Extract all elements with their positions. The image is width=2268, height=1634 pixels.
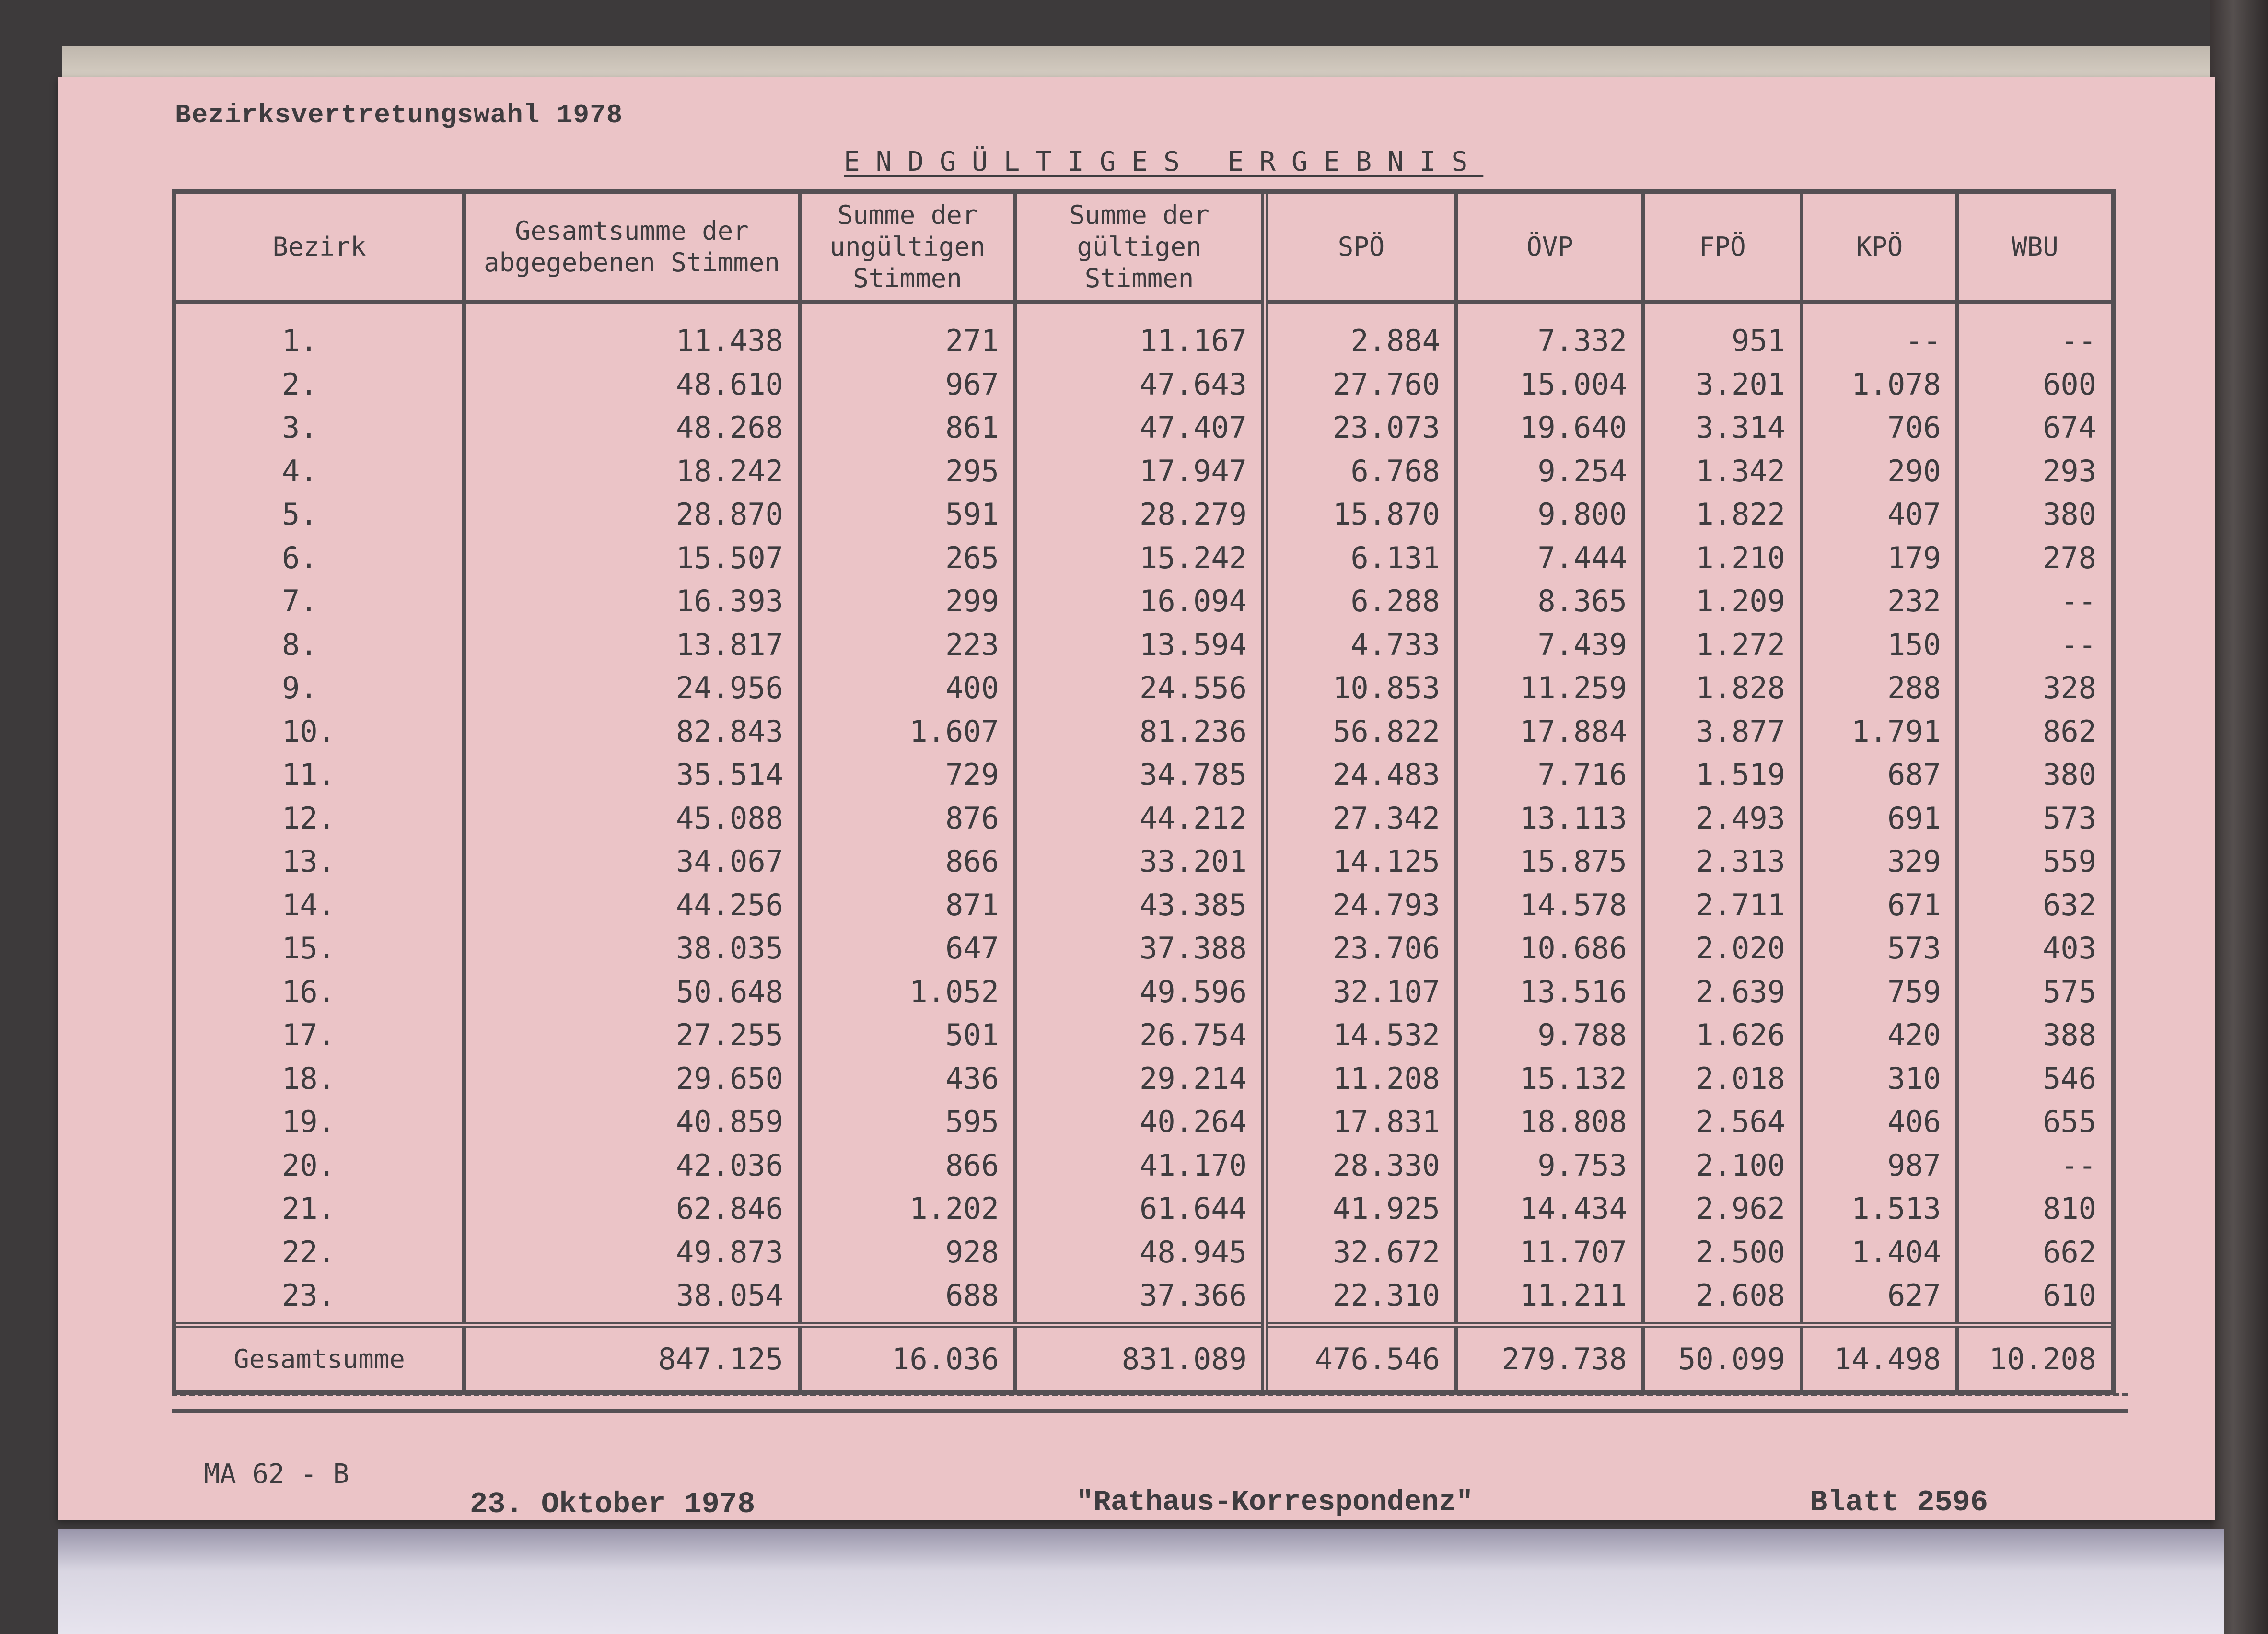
cell-oevp: 7.439 [1456,623,1643,666]
table-row [176,753,2111,797]
cell-wbu: -- [2060,584,2096,619]
cell-invalid-votes: 688 [800,1274,1015,1325]
cell-valid-votes: 47.407 [1015,406,1265,450]
cell-kpoe: 1.078 [1802,362,1957,406]
cell-valid-votes: 29.214 [1015,1057,1265,1100]
cell-kpoe: 406 [1802,1100,1957,1144]
cell-fpoe: 2.493 [1643,796,1802,840]
cell-oevp: 17.884 [1456,710,1643,753]
cell-spoe: 4.733 [1265,623,1456,666]
cell-invalid-votes: 501 [800,1014,1015,1057]
cell-kpoe: 290 [1802,449,1957,493]
cell-valid-votes: 11.167 [1015,302,1265,362]
total-cell-wbu: 10.208 [1957,1325,2111,1390]
cell-bezirk: 6. [176,536,464,580]
cell-kpoe: 687 [1802,753,1957,797]
table-row [176,666,2111,710]
cell-wbu: 600 [2043,366,2096,402]
cell-valid-votes: 28.279 [1015,493,1265,537]
footer-sheet-number: Blatt 2596 [1810,1485,1989,1519]
table-row [176,1230,2111,1274]
cell-oevp: 9.788 [1456,1014,1643,1057]
cell-oevp: 8.365 [1456,580,1643,623]
table-row [176,302,2111,362]
cell-bezirk: 10. [176,710,464,753]
cell-fpoe: 2.639 [1643,970,1802,1014]
cell-total-votes: 40.859 [464,1100,800,1144]
cell-bezirk: 2. [176,362,464,406]
cell-valid-votes: 40.264 [1015,1100,1265,1144]
cell-oevp: 14.434 [1456,1187,1643,1231]
cell-invalid-votes: 876 [800,796,1015,840]
cell-total-votes: 44.256 [464,883,800,927]
cell-kpoe: 759 [1802,970,1957,1014]
cell-spoe: 14.125 [1265,840,1456,884]
cell-total-votes: 27.255 [464,1014,800,1057]
cell-wbu: 862 [2043,713,2096,749]
table-row [176,1274,2111,1325]
cell-total-votes: 45.088 [464,796,800,840]
cell-valid-votes: 13.594 [1015,623,1265,666]
cell-spoe: 11.208 [1265,1057,1456,1100]
cell-bezirk: 22. [176,1230,464,1274]
cell-fpoe: 2.100 [1643,1144,1802,1187]
column-header-oevp: ÖVP [1456,194,1643,302]
table-row [176,1100,2111,1144]
results-table [176,194,2111,1390]
cell-bezirk: 15. [176,927,464,970]
total-cell-oevp: 279.738 [1456,1325,1643,1390]
cell-spoe: 32.107 [1265,970,1456,1014]
cell-kpoe: 1.791 [1802,710,1957,753]
cell-invalid-votes: 1.607 [800,710,1015,753]
cell-fpoe: 2.313 [1643,840,1802,884]
table-row [176,1014,2111,1057]
cell-wbu: 380 [2043,757,2096,793]
table-row [176,536,2111,580]
cell-total-votes: 24.956 [464,666,800,710]
cell-kpoe: 232 [1802,580,1957,623]
cell-kpoe: 627 [1802,1274,1957,1325]
cell-spoe: 10.853 [1265,666,1456,710]
cell-spoe: 27.760 [1265,362,1456,406]
table-row [176,1057,2111,1100]
cell-spoe: 6.768 [1265,449,1456,493]
cell-valid-votes: 81.236 [1015,710,1265,753]
cell-bezirk: 13. [176,840,464,884]
cell-valid-votes: 44.212 [1015,796,1265,840]
cell-bezirk: 9. [176,666,464,710]
cell-invalid-votes: 871 [800,883,1015,927]
cell-wbu: 674 [2043,410,2096,445]
table-row [176,710,2111,753]
cell-valid-votes: 15.242 [1015,536,1265,580]
table-row [176,1187,2111,1231]
cell-valid-votes: 24.556 [1015,666,1265,710]
cell-total-votes: 34.067 [464,840,800,884]
cell-spoe: 6.131 [1265,536,1456,580]
cell-wbu: 610 [2043,1278,2096,1313]
cell-spoe: 22.310 [1265,1274,1456,1325]
column-header-bezirk: Bezirk [176,194,464,302]
cell-kpoe: 1.513 [1802,1187,1957,1231]
cell-total-votes: 62.846 [464,1187,800,1231]
cell-spoe: 2.884 [1265,302,1456,362]
cell-valid-votes: 33.201 [1015,840,1265,884]
cell-kpoe: 329 [1802,840,1957,884]
cell-fpoe: 1.210 [1643,536,1802,580]
cell-bezirk: 23. [176,1274,464,1325]
table-row [176,1144,2111,1187]
cell-kpoe: 179 [1802,536,1957,580]
table-row [176,580,2111,623]
cell-oevp: 9.800 [1456,493,1643,537]
total-cell-fpoe: 50.099 [1643,1325,1802,1390]
cell-total-votes: 38.054 [464,1274,800,1325]
cell-invalid-votes: 1.052 [800,970,1015,1014]
table-row [176,493,2111,537]
cell-bezirk: 17. [176,1014,464,1057]
cell-wbu: -- [2060,627,2096,662]
cell-kpoe: 671 [1802,883,1957,927]
cell-wbu: 546 [2043,1061,2096,1096]
cell-fpoe: 2.962 [1643,1187,1802,1231]
cell-fpoe: 1.519 [1643,753,1802,797]
cell-total-votes: 82.843 [464,710,800,753]
table-header-row [176,194,2111,302]
cell-bezirk: 20. [176,1144,464,1187]
cell-spoe: 17.831 [1265,1100,1456,1144]
cell-total-votes: 29.650 [464,1057,800,1100]
total-cell-valid-votes: 831.089 [1015,1325,1265,1390]
footer-source: "Rathaus-Korrespondenz" [1076,1486,1474,1519]
cell-invalid-votes: 729 [800,753,1015,797]
cell-kpoe: 706 [1802,406,1957,450]
cell-spoe: 24.793 [1265,883,1456,927]
cell-spoe: 32.672 [1265,1230,1456,1274]
table-row [176,449,2111,493]
cell-invalid-votes: 967 [800,362,1015,406]
cell-kpoe: 150 [1802,623,1957,666]
table-row [176,883,2111,927]
cell-wbu: 380 [2043,497,2096,532]
cell-spoe: 6.288 [1265,580,1456,623]
cell-wbu: 810 [2043,1191,2096,1226]
cell-fpoe: 1.209 [1643,580,1802,623]
cell-wbu: 662 [2043,1234,2096,1270]
cell-oevp: 11.211 [1456,1274,1643,1325]
cell-fpoe: 2.608 [1643,1274,1802,1325]
cell-spoe: 23.073 [1265,406,1456,450]
cell-wbu: 559 [2043,844,2096,879]
cell-total-votes: 38.035 [464,927,800,970]
cell-oevp: 13.516 [1456,970,1643,1014]
column-header-fpoe: FPÖ [1643,194,1802,302]
page-title: ENDGÜLTIGES ERGEBNIS [844,146,1484,177]
cell-kpoe: -- [1802,302,1957,362]
cell-total-votes: 18.242 [464,449,800,493]
cell-valid-votes: 43.385 [1015,883,1265,927]
cell-fpoe: 2.020 [1643,927,1802,970]
cell-invalid-votes: 400 [800,666,1015,710]
cell-wbu: 573 [2043,800,2096,836]
cell-wbu: 328 [2043,670,2096,706]
cell-spoe: 56.822 [1265,710,1456,753]
cell-total-votes: 13.817 [464,623,800,666]
cell-wbu: 655 [2043,1104,2096,1140]
column-header-kpoe: KPÖ [1802,194,1957,302]
cell-fpoe: 3.201 [1643,362,1802,406]
cell-oevp: 9.753 [1456,1144,1643,1187]
cell-oevp: 13.113 [1456,796,1643,840]
cell-fpoe: 1.822 [1643,493,1802,537]
table-row [176,796,2111,840]
cell-wbu: 388 [2043,1017,2096,1053]
cell-wbu: 575 [2043,974,2096,1009]
cell-spoe: 41.925 [1265,1187,1456,1231]
cell-total-votes: 48.268 [464,406,800,450]
cell-spoe: 28.330 [1265,1144,1456,1187]
column-header-wbu: WBU [1957,194,2111,302]
cell-total-votes: 48.610 [464,362,800,406]
cell-total-votes: 35.514 [464,753,800,797]
cell-invalid-votes: 866 [800,840,1015,884]
cell-wbu: 403 [2043,931,2096,966]
cell-valid-votes: 47.643 [1015,362,1265,406]
cell-invalid-votes: 861 [800,406,1015,450]
cell-oevp: 7.716 [1456,753,1643,797]
column-header-invalid-votes: Summe der ungültigen Stimmen [800,194,1015,302]
cell-valid-votes: 16.094 [1015,580,1265,623]
cell-fpoe: 2.500 [1643,1230,1802,1274]
cell-bezirk: 4. [176,449,464,493]
cell-oevp: 10.686 [1456,927,1643,970]
table-row [176,406,2111,450]
cell-invalid-votes: 647 [800,927,1015,970]
cell-kpoe: 987 [1802,1144,1957,1187]
cell-fpoe: 1.626 [1643,1014,1802,1057]
cell-wbu: -- [2060,323,2096,358]
cell-fpoe: 2.711 [1643,883,1802,927]
cell-invalid-votes: 595 [800,1100,1015,1144]
column-header-total-votes: Gesamtsumme der abgegebenen Stimmen [464,194,800,302]
document-header: Bezirksvertretungswahl 1978 [175,100,623,130]
cell-wbu: -- [2060,1147,2096,1183]
cell-bezirk: 7. [176,580,464,623]
cell-bezirk: 14. [176,883,464,927]
cell-bezirk: 11. [176,753,464,797]
cell-valid-votes: 17.947 [1015,449,1265,493]
total-row [176,1325,2111,1390]
cell-bezirk: 21. [176,1187,464,1231]
cell-bezirk: 5. [176,493,464,537]
cell-invalid-votes: 265 [800,536,1015,580]
total-cell-kpoe: 14.498 [1802,1325,1957,1390]
cell-invalid-votes: 591 [800,493,1015,537]
table-row [176,362,2111,406]
total-cell-invalid-votes: 16.036 [800,1325,1015,1390]
cell-oevp: 15.875 [1456,840,1643,884]
binding-spine [2210,0,2268,1634]
cell-valid-votes: 26.754 [1015,1014,1265,1057]
cell-invalid-votes: 928 [800,1230,1015,1274]
cell-total-votes: 50.648 [464,970,800,1014]
table-row [176,623,2111,666]
cell-wbu: 278 [2043,540,2096,575]
total-cell-total-votes: 847.125 [464,1325,800,1390]
cell-bezirk: 12. [176,796,464,840]
cell-spoe: 27.342 [1265,796,1456,840]
cell-valid-votes: 37.388 [1015,927,1265,970]
cell-oevp: 11.259 [1456,666,1643,710]
cell-total-votes: 15.507 [464,536,800,580]
total-cell-bezirk: Gesamtsumme [176,1325,464,1390]
cell-oevp: 15.132 [1456,1057,1643,1100]
cell-oevp: 11.707 [1456,1230,1643,1274]
cell-valid-votes: 49.596 [1015,970,1265,1014]
table-row [176,840,2111,884]
cell-total-votes: 42.036 [464,1144,800,1187]
cell-invalid-votes: 866 [800,1144,1015,1187]
cell-valid-votes: 37.366 [1015,1274,1265,1325]
cell-invalid-votes: 295 [800,449,1015,493]
cell-spoe: 15.870 [1265,493,1456,537]
cell-total-votes: 11.438 [464,302,800,362]
cell-invalid-votes: 1.202 [800,1187,1015,1231]
table-frame-bottom-rule [172,1393,2128,1413]
table-row [176,970,2111,1014]
cell-valid-votes: 41.170 [1015,1144,1265,1187]
cell-fpoe: 951 [1643,302,1802,362]
cell-bezirk: 3. [176,406,464,450]
cell-fpoe: 2.018 [1643,1057,1802,1100]
footer-code: MA 62 - B [204,1459,349,1490]
table-row [176,927,2111,970]
cell-wbu: 293 [2043,453,2096,489]
cell-kpoe: 691 [1802,796,1957,840]
cell-fpoe: 1.342 [1643,449,1802,493]
cell-fpoe: 3.877 [1643,710,1802,753]
cell-invalid-votes: 299 [800,580,1015,623]
next-page-edge [58,1529,2224,1634]
column-header-spoe: SPÖ [1265,194,1456,302]
cell-fpoe: 1.272 [1643,623,1802,666]
footer-date: 23. Oktober 1978 [470,1487,756,1521]
cell-kpoe: 310 [1802,1057,1957,1100]
cell-fpoe: 2.564 [1643,1100,1802,1144]
cell-bezirk: 18. [176,1057,464,1100]
column-header-valid-votes: Summe der gültigen Stimmen [1015,194,1265,302]
cell-kpoe: 288 [1802,666,1957,710]
cell-kpoe: 573 [1802,927,1957,970]
cell-wbu: 632 [2043,887,2096,922]
cell-oevp: 7.332 [1456,302,1643,362]
cell-fpoe: 3.314 [1643,406,1802,450]
cell-valid-votes: 61.644 [1015,1187,1265,1231]
cell-kpoe: 420 [1802,1014,1957,1057]
cell-total-votes: 49.873 [464,1230,800,1274]
cell-bezirk: 16. [176,970,464,1014]
cell-oevp: 7.444 [1456,536,1643,580]
total-cell-spoe: 476.546 [1265,1325,1456,1390]
cell-oevp: 9.254 [1456,449,1643,493]
cell-valid-votes: 34.785 [1015,753,1265,797]
cell-kpoe: 407 [1802,493,1957,537]
cell-valid-votes: 48.945 [1015,1230,1265,1274]
cell-oevp: 18.808 [1456,1100,1643,1144]
cell-spoe: 14.532 [1265,1014,1456,1057]
cell-bezirk: 8. [176,623,464,666]
cell-fpoe: 1.828 [1643,666,1802,710]
cell-oevp: 14.578 [1456,883,1643,927]
cell-bezirk: 19. [176,1100,464,1144]
cell-kpoe: 1.404 [1802,1230,1957,1274]
cell-oevp: 15.004 [1456,362,1643,406]
cell-bezirk: 1. [176,302,464,362]
cell-invalid-votes: 271 [800,302,1015,362]
cell-spoe: 23.706 [1265,927,1456,970]
cell-total-votes: 28.870 [464,493,800,537]
cell-invalid-votes: 436 [800,1057,1015,1100]
cell-total-votes: 16.393 [464,580,800,623]
cell-spoe: 24.483 [1265,753,1456,797]
cell-oevp: 19.640 [1456,406,1643,450]
cell-invalid-votes: 223 [800,623,1015,666]
